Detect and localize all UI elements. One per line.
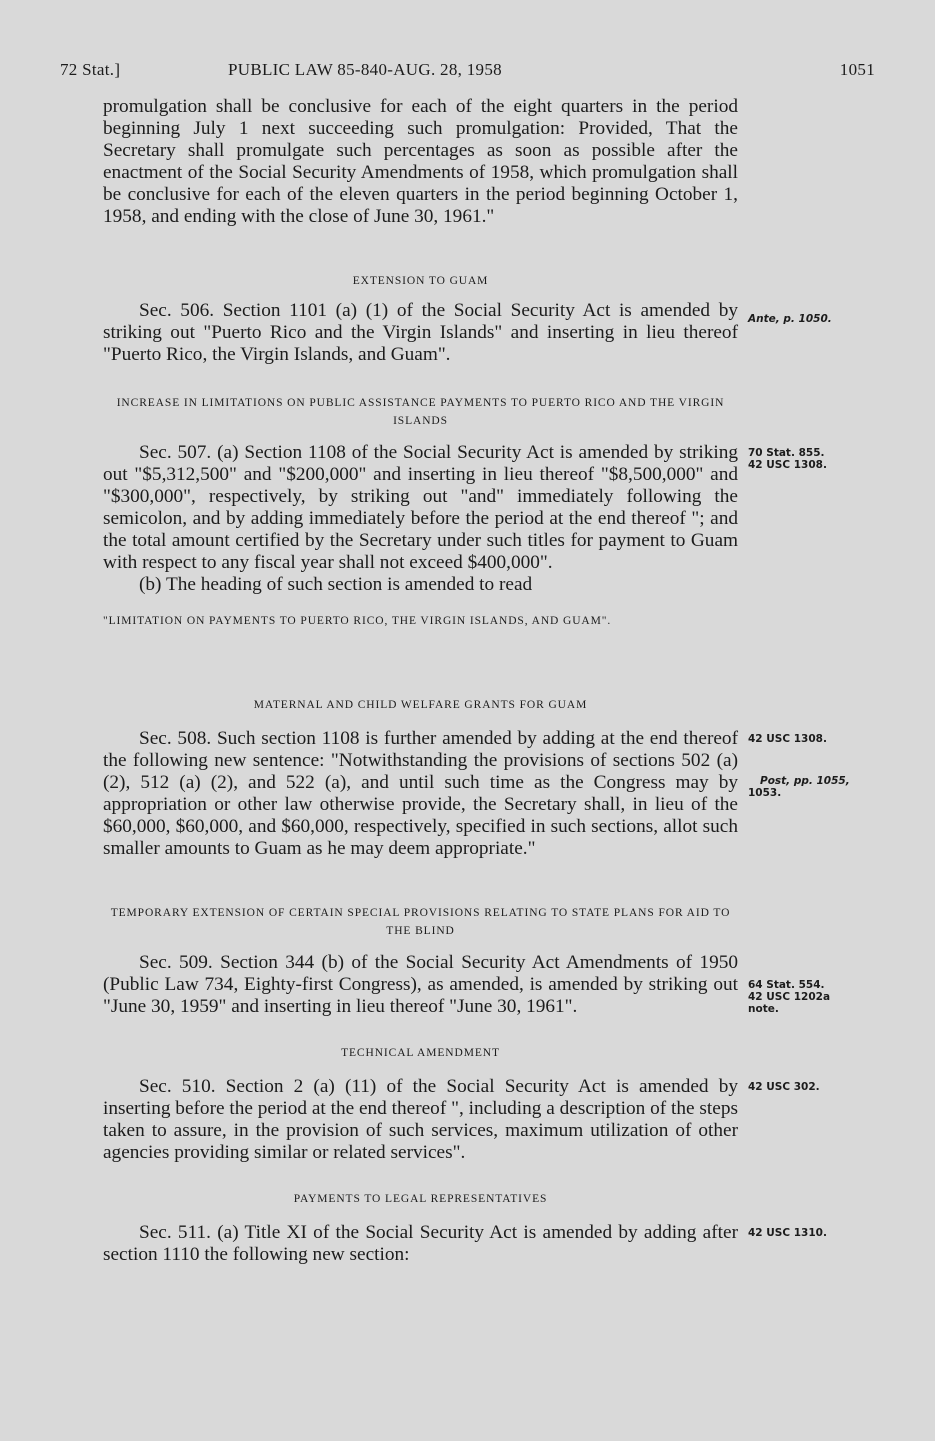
page-number: 1051 [839, 60, 875, 79]
heading-511: PAYMENTS TO LEGAL REPRESENTATIVES [293, 1193, 548, 1205]
margin-note-510: 42 USC 302. [748, 1081, 820, 1093]
heading-508: MATERNAL AND CHILD WELFARE GRANTS FOR GUAM [253, 699, 588, 711]
margin-note-506: Ante, p. 1050. [748, 313, 832, 325]
paragraph-507a: Sec. 507. (a) Section 1108 of the Social Security Act is amended by striking out "$5,312,500" and "$200,000" and inserting in lieu thereof "$8,500,000" and "$300,000", respectively, by striking out "and" immediately following the semicolon, and by adding immediately before the period at the end thereof "; and the total amount certified by the Secretary under such titles for payment to Guam with respect to any fiscal year shall not exceed $400,000". [103, 442, 738, 573]
margin-note-508c: 1053. [748, 787, 782, 799]
section-511 [103, 1190, 738, 1266]
section-508 [103, 696, 738, 860]
margin-note-508b: Post, pp. 1055, [760, 775, 850, 787]
margin-note-509c: note. [748, 1003, 779, 1015]
section-510 [103, 1044, 738, 1164]
paragraph-507c: "LIMITATION ON PAYMENTS TO PUERTO RICO, THE VIRGIN ISLANDS, AND GUAM". [103, 615, 612, 627]
margin-note-507a: 70 Stat. 855. [748, 447, 825, 459]
heading-506: EXTENSION TO GUAM [352, 275, 489, 287]
paragraph-509: Sec. 509. Section 344 (b) of the Social Security Act Amendments of 1950 (Public Law 734, Eighty-first Congress), as amended, is amended by striking out "June 30, 1959" and inserting in lieu thereof "June 30, 1961". [103, 952, 738, 1017]
heading-507: INCREASE IN LIMITATIONS ON PUBLIC ASSISTANCE PAYMENTS TO PUERTO RICO AND THE VIRGIN ISLANDS [116, 397, 725, 427]
margin-note-511: 42 USC 1310. [748, 1227, 827, 1239]
paragraph-507b: (b) The heading of such section is amended to read [139, 574, 533, 595]
heading-510: TECHNICAL AMENDMENT [341, 1047, 500, 1059]
page-header [60, 60, 875, 84]
paragraph-506: Sec. 506. Section 1101 (a) (1) of the Social Security Act is amended by striking out "Puerto Rico and the Virgin Islands" and inserting in lieu thereof "Puerto Rico, the Virgin Islands, and Guam". [103, 300, 738, 365]
section-506 [103, 272, 738, 366]
statute-reference: 72 Stat.] [60, 60, 121, 79]
paragraph-508: Sec. 508. Such section 1108 is further amended by adding at the end thereof the following new sentence: "Notwithstanding the provisions of sections 502 (a) (2), 512 (a) (2), and 522 (a), and until such time as the Congress may by appropriation or other law otherwise provide, the Secretary shall, in lieu of the $60,000, $60,000, and $60,000, respectively, specified in such sections, allot such smaller amounts to Guam as he may deem appropriate." [103, 728, 738, 859]
section-507 [103, 394, 738, 632]
margin-note-508a: 42 USC 1308. [748, 733, 827, 745]
paragraph-510: Sec. 510. Section 2 (a) (11) of the Social Security Act is amended by inserting before the period at the end thereof ", including a description of the steps taken to assure, in the provision of such services, maximum utilization of other agencies providing similar or related services". [103, 1076, 738, 1163]
running-title: PUBLIC LAW 85-840-AUG. 28, 1958 [228, 60, 502, 79]
intro-paragraph: promulgation shall be conclusive for each of the eight quarters in the period beginning July 1 next succeeding such promulgation: Provided, That the Secretary shall promulgate such percentages as soon as possible after the enactment of the Social Security Amendments of 1958, which promulgation shall be conclusive for each of the eleven quarters in the period beginning October 1, 1958, and ending with the close of June 30, 1961." [103, 96, 738, 227]
margin-note-509a: 64 Stat. 554. [748, 979, 825, 991]
margin-note-509b: 42 USC 1202a [748, 991, 831, 1003]
section-509 [103, 904, 738, 1018]
margin-note-507b: 42 USC 1308. [748, 459, 827, 471]
intro-paragraph-block [103, 96, 738, 228]
heading-509: TEMPORARY EXTENSION OF CERTAIN SPECIAL PROVISIONS RELATING TO STATE PLANS FOR AID TO THE BLIND [110, 907, 731, 937]
paragraph-511: Sec. 511. (a) Title XI of the Social Security Act is amended by adding after section 1110 the following new section: [103, 1222, 738, 1265]
